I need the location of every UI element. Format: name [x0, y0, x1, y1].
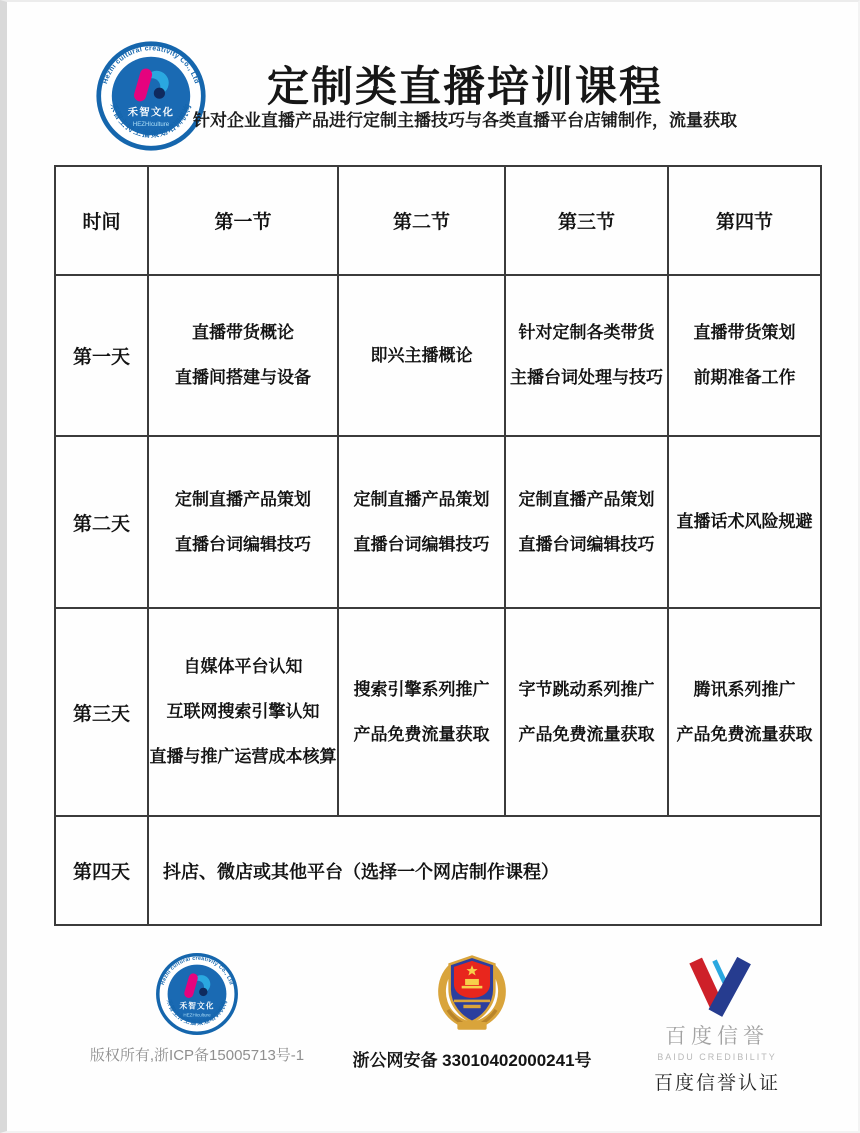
- course-item: 互联网搜索引擎认知: [166, 702, 320, 721]
- column-header-session2: 第二节: [338, 166, 505, 275]
- course-item: 腾讯系列推广: [693, 679, 796, 699]
- column-header-session4: 第四节: [668, 166, 821, 275]
- baidu-brand-cn: 百度信誉: [665, 1025, 769, 1048]
- table-row-day1: [55, 275, 821, 436]
- row-label-day4: 第四天: [55, 816, 148, 925]
- baidu-cert-text: 百度信誉认证: [653, 1073, 780, 1094]
- column-header-session3: 第三节: [505, 166, 668, 275]
- course-item: 字节跳动系列推广: [518, 679, 655, 699]
- course-item: 前期准备工作: [693, 368, 796, 387]
- course-cell: [505, 436, 668, 608]
- course-item: 即兴主播概论: [370, 345, 473, 365]
- course-item: 直播带货策划: [693, 323, 796, 342]
- row-label-day2: 第二天: [55, 436, 148, 608]
- table-row-day4: [55, 816, 821, 925]
- course-item: 直播话术风险规避: [676, 512, 813, 531]
- table-row-day2: [55, 436, 821, 608]
- course-cell: [505, 608, 668, 816]
- course-item: 针对定制各类带货: [518, 323, 655, 342]
- page-subtitle: 针对企业直播产品进行定制主播技巧与各类直播平台店铺制作，流量获取: [193, 111, 737, 130]
- course-cell-merged: 抖店、微店或其他平台（选择一个网店制作课程）: [148, 816, 821, 925]
- row-label-day1: 第一天: [55, 275, 148, 436]
- course-item: 直播台词编辑技巧: [518, 534, 655, 554]
- course-item: 产品免费流量获取: [353, 724, 490, 744]
- course-cell: [668, 608, 821, 816]
- row-label-day3: 第三天: [55, 608, 148, 816]
- course-cell: [668, 436, 821, 608]
- icp-registration-text: 版权所有,浙ICP备15005713号-1: [89, 1047, 305, 1064]
- column-header-session1: 第一节: [148, 166, 338, 275]
- course-item: 直播台词编辑技巧: [353, 534, 490, 554]
- schedule-table: [54, 165, 822, 926]
- course-item: 定制直播产品策划: [175, 489, 311, 509]
- table-header-row: [55, 166, 821, 275]
- course-item: 直播与推广运营成本核算: [149, 747, 337, 766]
- footer-baidu-block: [617, 954, 817, 1095]
- course-cell: [505, 275, 668, 436]
- baidu-credibility-icon: [669, 954, 765, 1018]
- course-cell: [148, 275, 338, 436]
- course-item: 产品免费流量获取: [676, 724, 813, 744]
- baidu-brand-en: BAIDU CREDIBILITY: [657, 1052, 777, 1062]
- schedule-table-container: [54, 165, 822, 926]
- company-logo-footer-icon: [155, 952, 239, 1036]
- course-cell: [148, 436, 338, 608]
- course-item: 产品免费流量获取: [518, 724, 655, 744]
- course-cell: [668, 275, 821, 436]
- page-title: 定制类直播培训课程: [266, 63, 663, 110]
- footer-police-block: [352, 946, 592, 1071]
- footer-copyright-block: [89, 952, 305, 1065]
- course-item: 自媒体平台认知: [183, 657, 303, 676]
- course-cell: [148, 608, 338, 816]
- column-header-time: 时间: [55, 166, 148, 275]
- police-badge-icon: [429, 946, 515, 1036]
- course-item: 直播间搭建与设备: [175, 368, 311, 387]
- company-logo-icon: [95, 40, 207, 152]
- course-item: 搜索引擎系列推广: [353, 679, 490, 699]
- course-item: 主播台词处理与技巧: [510, 368, 663, 387]
- course-cell: [338, 275, 505, 436]
- course-cell: [338, 608, 505, 816]
- course-item: 定制直播产品策划: [353, 489, 490, 509]
- course-item: 定制直播产品策划: [518, 489, 655, 509]
- police-registration-text: 浙公网安备 33010402000241号: [352, 1051, 592, 1070]
- course-item: 直播带货概论: [192, 323, 294, 342]
- course-item: 直播台词编辑技巧: [175, 534, 311, 554]
- course-cell: [338, 436, 505, 608]
- table-row-day3: [55, 608, 821, 816]
